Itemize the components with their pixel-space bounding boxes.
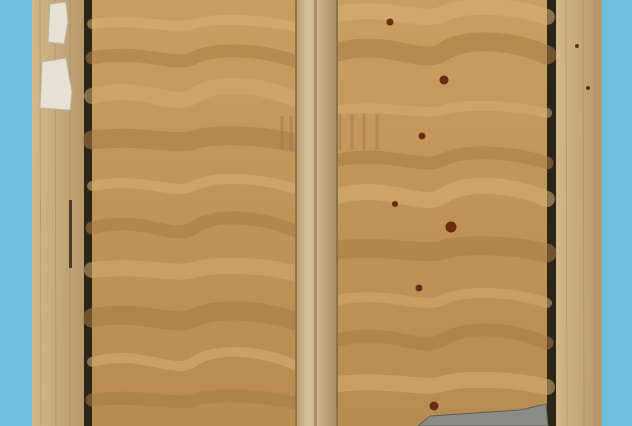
paper-scrap-top xyxy=(48,2,68,44)
grain-band xyxy=(92,136,295,143)
grain-band xyxy=(338,7,547,17)
grain-band xyxy=(92,396,295,403)
grain-band xyxy=(338,153,547,163)
paper-scrap-middle xyxy=(40,58,72,110)
batten-edge-right xyxy=(336,0,338,426)
batten-seam xyxy=(314,0,317,426)
grain-band xyxy=(92,20,295,27)
right-plywood-panel xyxy=(338,0,547,426)
grain-band xyxy=(338,106,547,113)
post-crack xyxy=(69,200,72,268)
grain-band xyxy=(92,311,295,321)
batten-edge-left xyxy=(295,0,297,426)
grain-band xyxy=(338,380,547,387)
grain-band xyxy=(338,42,547,56)
grain-band xyxy=(92,266,295,273)
grain-band xyxy=(92,51,295,61)
grain-band xyxy=(338,246,547,253)
